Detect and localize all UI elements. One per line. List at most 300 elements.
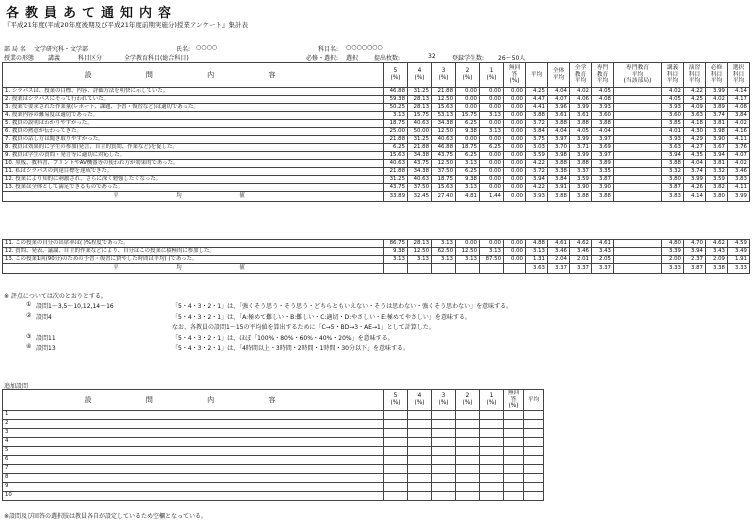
empty-cell [504, 446, 524, 455]
empty-cell [504, 419, 524, 428]
question-text: 5. 教員の説明はわかりやすかった。 [3, 120, 384, 128]
pct-3: 37.50 [432, 168, 456, 176]
pct-5: 50.25 [384, 104, 408, 112]
elective-average: 4.59 [728, 240, 750, 248]
additional-label: 追加設問 [4, 383, 29, 390]
average: 4.22 [526, 184, 548, 192]
lecture-average: 4.01 [662, 128, 684, 136]
overall-average: 4.07 [548, 96, 570, 104]
note-label: 設問4 [36, 314, 52, 321]
required-average: 3.99 [706, 88, 728, 96]
note-text: 「5・4・3・2・1」は、「4時間以上・3時間・2時間・1時間・30分以下」を意味する。 [172, 345, 409, 352]
required-average: 3.32 [706, 168, 728, 176]
general-edu-average: 4.05 [570, 128, 592, 136]
specialized-average: 3.37 [592, 264, 614, 274]
overall-average: 3.61 [548, 112, 570, 120]
table-row [3, 128, 750, 136]
specialized-average: 3.35 [592, 168, 614, 176]
note-number: ② [26, 312, 32, 319]
specialized-dept-average [614, 192, 662, 202]
pct-2: 0.00 [456, 240, 480, 248]
elective-average: 4.08 [728, 104, 750, 112]
empty-cell [432, 473, 456, 482]
table-row [3, 184, 750, 192]
empty-cell [408, 464, 432, 473]
average: 4.47 [526, 96, 548, 104]
empty-cell [456, 491, 480, 500]
seminar-average: 4.04 [684, 160, 706, 168]
pct-no-answer: 0.00 [504, 256, 526, 264]
lecture-average: 3.80 [662, 176, 684, 184]
seminar-average: 4.09 [684, 104, 706, 112]
additional-question-number: 3 [3, 428, 384, 437]
pct-5: 6.25 [384, 144, 408, 152]
specialized-dept-average [614, 112, 662, 120]
pct-3: 53.13 [432, 112, 456, 120]
table-row [3, 428, 544, 437]
pct-4: 28.13 [408, 240, 432, 248]
question-text: 2. 授業はシラバスにそって行われていた。 [3, 96, 384, 104]
pct-4: 12.50 [408, 248, 432, 256]
elective-average: 4.11 [728, 136, 750, 144]
seminar-average: 2.37 [684, 256, 706, 264]
pct-2: 4.81 [456, 192, 480, 202]
specialized-average: 4.08 [592, 96, 614, 104]
specialized-dept-average [614, 120, 662, 128]
empty-cell [408, 473, 432, 482]
note-text: 「5・4・3・2・1」は、「強くそう思う・そう思う・どちらともいえない・そうは思わない・強くそう思わない」を意味する。 [172, 303, 513, 310]
pct-5: 59.38 [384, 96, 408, 104]
additional-questions-table [2, 389, 544, 501]
pct-1: 0.00 [480, 136, 504, 144]
general-edu-average: 3.46 [570, 248, 592, 256]
question-text: 7. 教員の話し方は聞き取りやすかった。 [3, 136, 384, 144]
lecture-average: 4.05 [662, 96, 684, 104]
pct-5: 40.63 [384, 160, 408, 168]
pct-no-answer: 0.00 [504, 120, 526, 128]
add-col-header-2: 2 (%) [456, 390, 480, 411]
pct-5: 21.88 [384, 168, 408, 176]
elective-average: 3.76 [728, 144, 750, 152]
overall-average: 2.04 [548, 256, 570, 264]
participation-table [2, 239, 750, 274]
pct-5: 33.89 [384, 192, 408, 202]
pct-5: 3.13 [384, 112, 408, 120]
name-value: ○○○○ [196, 44, 217, 51]
additional-question-number: 10 [3, 491, 384, 500]
col-header-required-average: 必修 科目 平均 [706, 63, 728, 88]
pct-3: 15.63 [432, 184, 456, 192]
question-text: 10. 黒板、教科書、プリントやAV機器等の使われ方が効果的であった。 [3, 160, 384, 168]
average-row-label: 平 均 値 [3, 192, 384, 202]
pct-5: 15.63 [384, 152, 408, 160]
additional-header-row [3, 390, 544, 411]
pct-no-answer: 0.00 [504, 144, 526, 152]
col-header-seminar-average: 演習 科目 平均 [684, 63, 706, 88]
specialized-dept-average [614, 248, 662, 256]
empty-cell [480, 419, 504, 428]
empty-cell [456, 419, 480, 428]
pct-2 [456, 264, 480, 274]
pct-5: 21.88 [384, 136, 408, 144]
pct-2: 3.13 [456, 160, 480, 168]
average: 4.88 [526, 240, 548, 248]
form-value: 講義 [48, 55, 61, 62]
question-text: 12. 授業により知的に刺激され、さらに深く勉強したくなった。 [3, 176, 384, 184]
empty-cell [524, 491, 544, 500]
additional-question-number: 5 [3, 446, 384, 455]
empty-cell [504, 482, 524, 491]
specialized-dept-average [614, 128, 662, 136]
empty-cell [456, 410, 480, 419]
general-edu-average: 3.90 [570, 184, 592, 192]
footer-note: ※設問及び回答の選択肢は教員各自が設定しているため空欄となっている。 [4, 513, 208, 520]
specialized-average: 4.04 [592, 128, 614, 136]
enrolled-label: 登録学生数: [452, 55, 485, 62]
empty-cell [456, 446, 480, 455]
lecture-average: 3.83 [662, 192, 684, 202]
overall-average: 3.70 [548, 144, 570, 152]
col-header-4: 4 (%) [408, 63, 432, 88]
empty-cell [456, 464, 480, 473]
elective-average: 4.07 [728, 152, 750, 160]
average-row [3, 264, 750, 274]
pct-5: 86.75 [384, 240, 408, 248]
specialized-average: 3.43 [592, 248, 614, 256]
table-row [3, 446, 544, 455]
seminar-average: 3.99 [684, 176, 706, 184]
empty-cell [432, 482, 456, 491]
question-text: 3. 授業で要求された作業量(レポート、課題、予習・復習など)は適切であった。 [3, 104, 384, 112]
average-row [3, 192, 750, 202]
elective-average: 3.99 [728, 192, 750, 202]
empty-cell [504, 437, 524, 446]
pct-5: 25.00 [384, 128, 408, 136]
required-average: 3.38 [706, 264, 728, 274]
pct-3: 15.63 [432, 104, 456, 112]
overall-average: 3.91 [548, 184, 570, 192]
required-value: 選択 [346, 55, 359, 62]
empty-cell [504, 491, 524, 500]
lecture-average: 3.85 [662, 120, 684, 128]
empty-cell [524, 437, 544, 446]
empty-cell [408, 491, 432, 500]
pct-3: 12.50 [432, 160, 456, 168]
add-col-header-no-answer: 無回答 (%) [504, 390, 524, 411]
empty-cell [408, 410, 432, 419]
pct-3: 12.50 [432, 96, 456, 104]
pct-5: 9.38 [384, 248, 408, 256]
table-row [3, 104, 750, 112]
subject-value: ○○○○○○○ [346, 44, 383, 51]
lecture-average: 3.63 [662, 144, 684, 152]
pct-1: 0.00 [480, 88, 504, 96]
lecture-average: 3.93 [662, 104, 684, 112]
overall-average: 3.37 [548, 264, 570, 274]
pct-5: 46.88 [384, 88, 408, 96]
general-edu-average: 3.99 [570, 136, 592, 144]
elective-average: 4.16 [728, 128, 750, 136]
average: 3.03 [526, 144, 548, 152]
table-row [3, 168, 750, 176]
dept-label: 部 局 名 [4, 46, 26, 53]
table-row [3, 482, 544, 491]
general-edu-average: 4.02 [570, 88, 592, 96]
empty-cell [480, 482, 504, 491]
general-edu-average: 3.88 [570, 120, 592, 128]
lecture-average: 3.60 [662, 112, 684, 120]
general-edu-average: 3.99 [570, 104, 592, 112]
pct-2: 9.38 [456, 176, 480, 184]
pct-3: 62.50 [432, 248, 456, 256]
pct-4: 3.13 [408, 256, 432, 264]
pct-4: 34.38 [408, 152, 432, 160]
pct-4: 28.13 [408, 104, 432, 112]
pct-3: 3.13 [432, 256, 456, 264]
seminar-average: 3.87 [684, 264, 706, 274]
empty-cell [384, 428, 408, 437]
pct-no-answer: 0.00 [504, 152, 526, 160]
elective-average: 4.02 [728, 120, 750, 128]
elective-average: 4.02 [728, 160, 750, 168]
empty-cell [504, 464, 524, 473]
specialized-dept-average [614, 144, 662, 152]
seminar-average: 4.18 [684, 120, 706, 128]
table-row [3, 256, 750, 264]
pct-1: 0.00 [480, 160, 504, 168]
required-average: 3.80 [706, 192, 728, 202]
required-average: 3.43 [706, 248, 728, 256]
pct-1: 0.00 [480, 120, 504, 128]
seminar-average: 4.35 [684, 152, 706, 160]
pct-no-answer: 0.00 [504, 184, 526, 192]
average: 3.94 [526, 176, 548, 184]
required-average: 3.90 [706, 136, 728, 144]
pct-2: 18.75 [456, 144, 480, 152]
pct-4: 21.88 [408, 144, 432, 152]
specialized-average: 3.87 [592, 176, 614, 184]
empty-cell [432, 419, 456, 428]
pct-4: 50.00 [408, 128, 432, 136]
elective-average: 3.46 [728, 168, 750, 176]
add-col-header-3: 3 (%) [432, 390, 456, 411]
pct-1: 1.44 [480, 192, 504, 202]
pct-4: 31.25 [408, 136, 432, 144]
specialized-average: 3.97 [592, 152, 614, 160]
lecture-average: 3.87 [662, 184, 684, 192]
pct-4: 32.45 [408, 192, 432, 202]
required-average: 3.59 [706, 176, 728, 184]
pct-2: 0.00 [456, 104, 480, 112]
pct-2: 3.13 [456, 184, 480, 192]
specialized-dept-average [614, 88, 662, 96]
seminar-average: 4.70 [684, 240, 706, 248]
pct-2: 12.50 [456, 248, 480, 256]
pct-2: 9.38 [456, 128, 480, 136]
table-row [3, 88, 750, 96]
required-average: 3.81 [706, 120, 728, 128]
col-header-elective-average: 選択 科目 平均 [728, 63, 750, 88]
empty-cell [432, 437, 456, 446]
required-average: 3.74 [706, 112, 728, 120]
lecture-average: 3.39 [662, 248, 684, 256]
pct-2: 15.75 [456, 112, 480, 120]
specialized-average: 3.69 [592, 144, 614, 152]
pct-1: 0.00 [480, 152, 504, 160]
required-average: 4.02 [706, 96, 728, 104]
col-header-question: 設 問 内 容 [3, 63, 384, 88]
elective-average: 3.83 [728, 176, 750, 184]
specialized-average: 3.88 [592, 120, 614, 128]
overall-average: 4.04 [548, 88, 570, 96]
pct-1: 0.00 [480, 104, 504, 112]
seminar-average: 4.22 [684, 88, 706, 96]
question-text: 11. この授業の自分の出席率は( )%程度であった。 [3, 240, 384, 248]
pct-no-answer: 0.00 [504, 248, 526, 256]
general-edu-average: 3.61 [570, 112, 592, 120]
empty-cell [384, 437, 408, 446]
average: 3.59 [526, 152, 548, 160]
empty-cell [504, 473, 524, 482]
empty-cell [456, 428, 480, 437]
pct-5: 43.75 [384, 184, 408, 192]
note-text: 「5・4・3・2・1」は、ほぼ「100%・80%・60%・40%・20%」を意味する。 [172, 335, 394, 342]
note-label: 設問13 [36, 345, 56, 352]
general-edu-average: 2.01 [570, 256, 592, 264]
question-text: 1. シラバスは、授業の目標、内容、評価方法を明快に示していた。 [3, 88, 384, 96]
col-header-average: 平均 [526, 63, 548, 88]
pct-4: 15.75 [408, 112, 432, 120]
empty-cell [408, 428, 432, 437]
pct-2: 6.25 [456, 168, 480, 176]
empty-cell [524, 455, 544, 464]
empty-cell [384, 464, 408, 473]
empty-cell [408, 419, 432, 428]
required-average: 3.89 [706, 104, 728, 112]
pct-no-answer: 0.00 [504, 112, 526, 120]
specialized-average: 3.60 [592, 112, 614, 120]
specialized-average: 3.93 [592, 104, 614, 112]
specialized-dept-average [614, 176, 662, 184]
overall-average: 3.88 [548, 192, 570, 202]
seminar-average: 3.63 [684, 112, 706, 120]
lecture-average: 3.93 [662, 136, 684, 144]
specialized-average: 3.88 [592, 192, 614, 202]
pct-2: 3.13 [456, 256, 480, 264]
overall-average: 3.84 [548, 176, 570, 184]
pct-4: 43.75 [408, 160, 432, 168]
empty-cell [524, 464, 544, 473]
name-label: 氏名: [176, 46, 191, 53]
add-col-header-1: 1 (%) [480, 390, 504, 411]
seminar-average: 4.30 [684, 128, 706, 136]
overall-average: 3.88 [548, 120, 570, 128]
question-text: 8. 教員は効果的に学生の参加(発言、自主的質問、作業など)を促した。 [3, 144, 384, 152]
col-header-5: 5 (%) [384, 63, 408, 88]
note-number: ④ [26, 343, 32, 350]
subject-label: 科目名: [318, 46, 339, 53]
add-col-header-5: 5 (%) [384, 390, 408, 411]
pct-1: 0.00 [480, 176, 504, 184]
empty-cell [456, 455, 480, 464]
required-average: 4.62 [706, 240, 728, 248]
specialized-dept-average [614, 184, 662, 192]
pct-2: 0.00 [456, 136, 480, 144]
specialized-average: 2.05 [592, 256, 614, 264]
pct-4: 28.13 [408, 96, 432, 104]
empty-cell [432, 455, 456, 464]
average: 1.31 [526, 256, 548, 264]
pct-1: 0.00 [480, 184, 504, 192]
pct-1: 6.25 [480, 144, 504, 152]
empty-cell [384, 419, 408, 428]
question-text: 4. 授業内容の難易度は適切であった。 [3, 112, 384, 120]
empty-cell [524, 419, 544, 428]
pct-3: 21.88 [432, 88, 456, 96]
specialized-average: 3.90 [592, 184, 614, 192]
pct-4: 31.25 [408, 88, 432, 96]
pct-4: 40.63 [408, 176, 432, 184]
main-header-row [3, 63, 750, 88]
pct-2: 6.25 [456, 152, 480, 160]
pct-no-answer: 0.00 [504, 168, 526, 176]
empty-cell [384, 410, 408, 419]
pct-5: 3.13 [384, 256, 408, 264]
lecture-average: 2.00 [662, 256, 684, 264]
table-row [3, 419, 544, 428]
empty-cell [504, 455, 524, 464]
pct-1: 0.00 [480, 168, 504, 176]
overall-average: 3.46 [548, 248, 570, 256]
category-label: 科目区分 [78, 55, 103, 62]
question-text: 13. 授業は全体として満足できるものであった。 [3, 184, 384, 192]
pct-1: 3.13 [480, 112, 504, 120]
specialized-average: 3.97 [592, 136, 614, 144]
table-row [3, 455, 544, 464]
pct-3: 12.50 [432, 128, 456, 136]
general-edu-average: 3.99 [570, 152, 592, 160]
average: 4.41 [526, 104, 548, 112]
table-row [3, 410, 544, 419]
pct-no-answer: 0.00 [504, 88, 526, 96]
col-header-specialized-dept-average: 専門教育 平均 (当該部局) [614, 63, 662, 88]
pct-5: 18.75 [384, 120, 408, 128]
add-col-header-question: 設 問 内 容 [3, 390, 384, 411]
pct-1: 3.13 [480, 248, 504, 256]
empty-cell [480, 464, 504, 473]
empty-cell [432, 491, 456, 500]
empty-cell [524, 446, 544, 455]
specialized-average: 4.05 [592, 88, 614, 96]
empty-cell [384, 491, 408, 500]
question-text: 6. 教員の熱意が伝わってきた。 [3, 128, 384, 136]
elective-average: 1.91 [728, 256, 750, 264]
empty-cell [384, 446, 408, 455]
pct-no-answer: 0.00 [504, 176, 526, 184]
empty-cell [480, 446, 504, 455]
empty-cell [504, 428, 524, 437]
average: 3.72 [526, 168, 548, 176]
empty-cell [480, 455, 504, 464]
table-row [3, 240, 750, 248]
required-average: 3.94 [706, 152, 728, 160]
elective-average: 4.11 [728, 184, 750, 192]
average-row-label: 平 均 値 [3, 264, 384, 274]
general-edu-average: 3.59 [570, 176, 592, 184]
required-average: 3.81 [706, 160, 728, 168]
seminar-average: 3.74 [684, 168, 706, 176]
notes-intro: ※ 評点については次のとおりとする。 [4, 293, 107, 300]
